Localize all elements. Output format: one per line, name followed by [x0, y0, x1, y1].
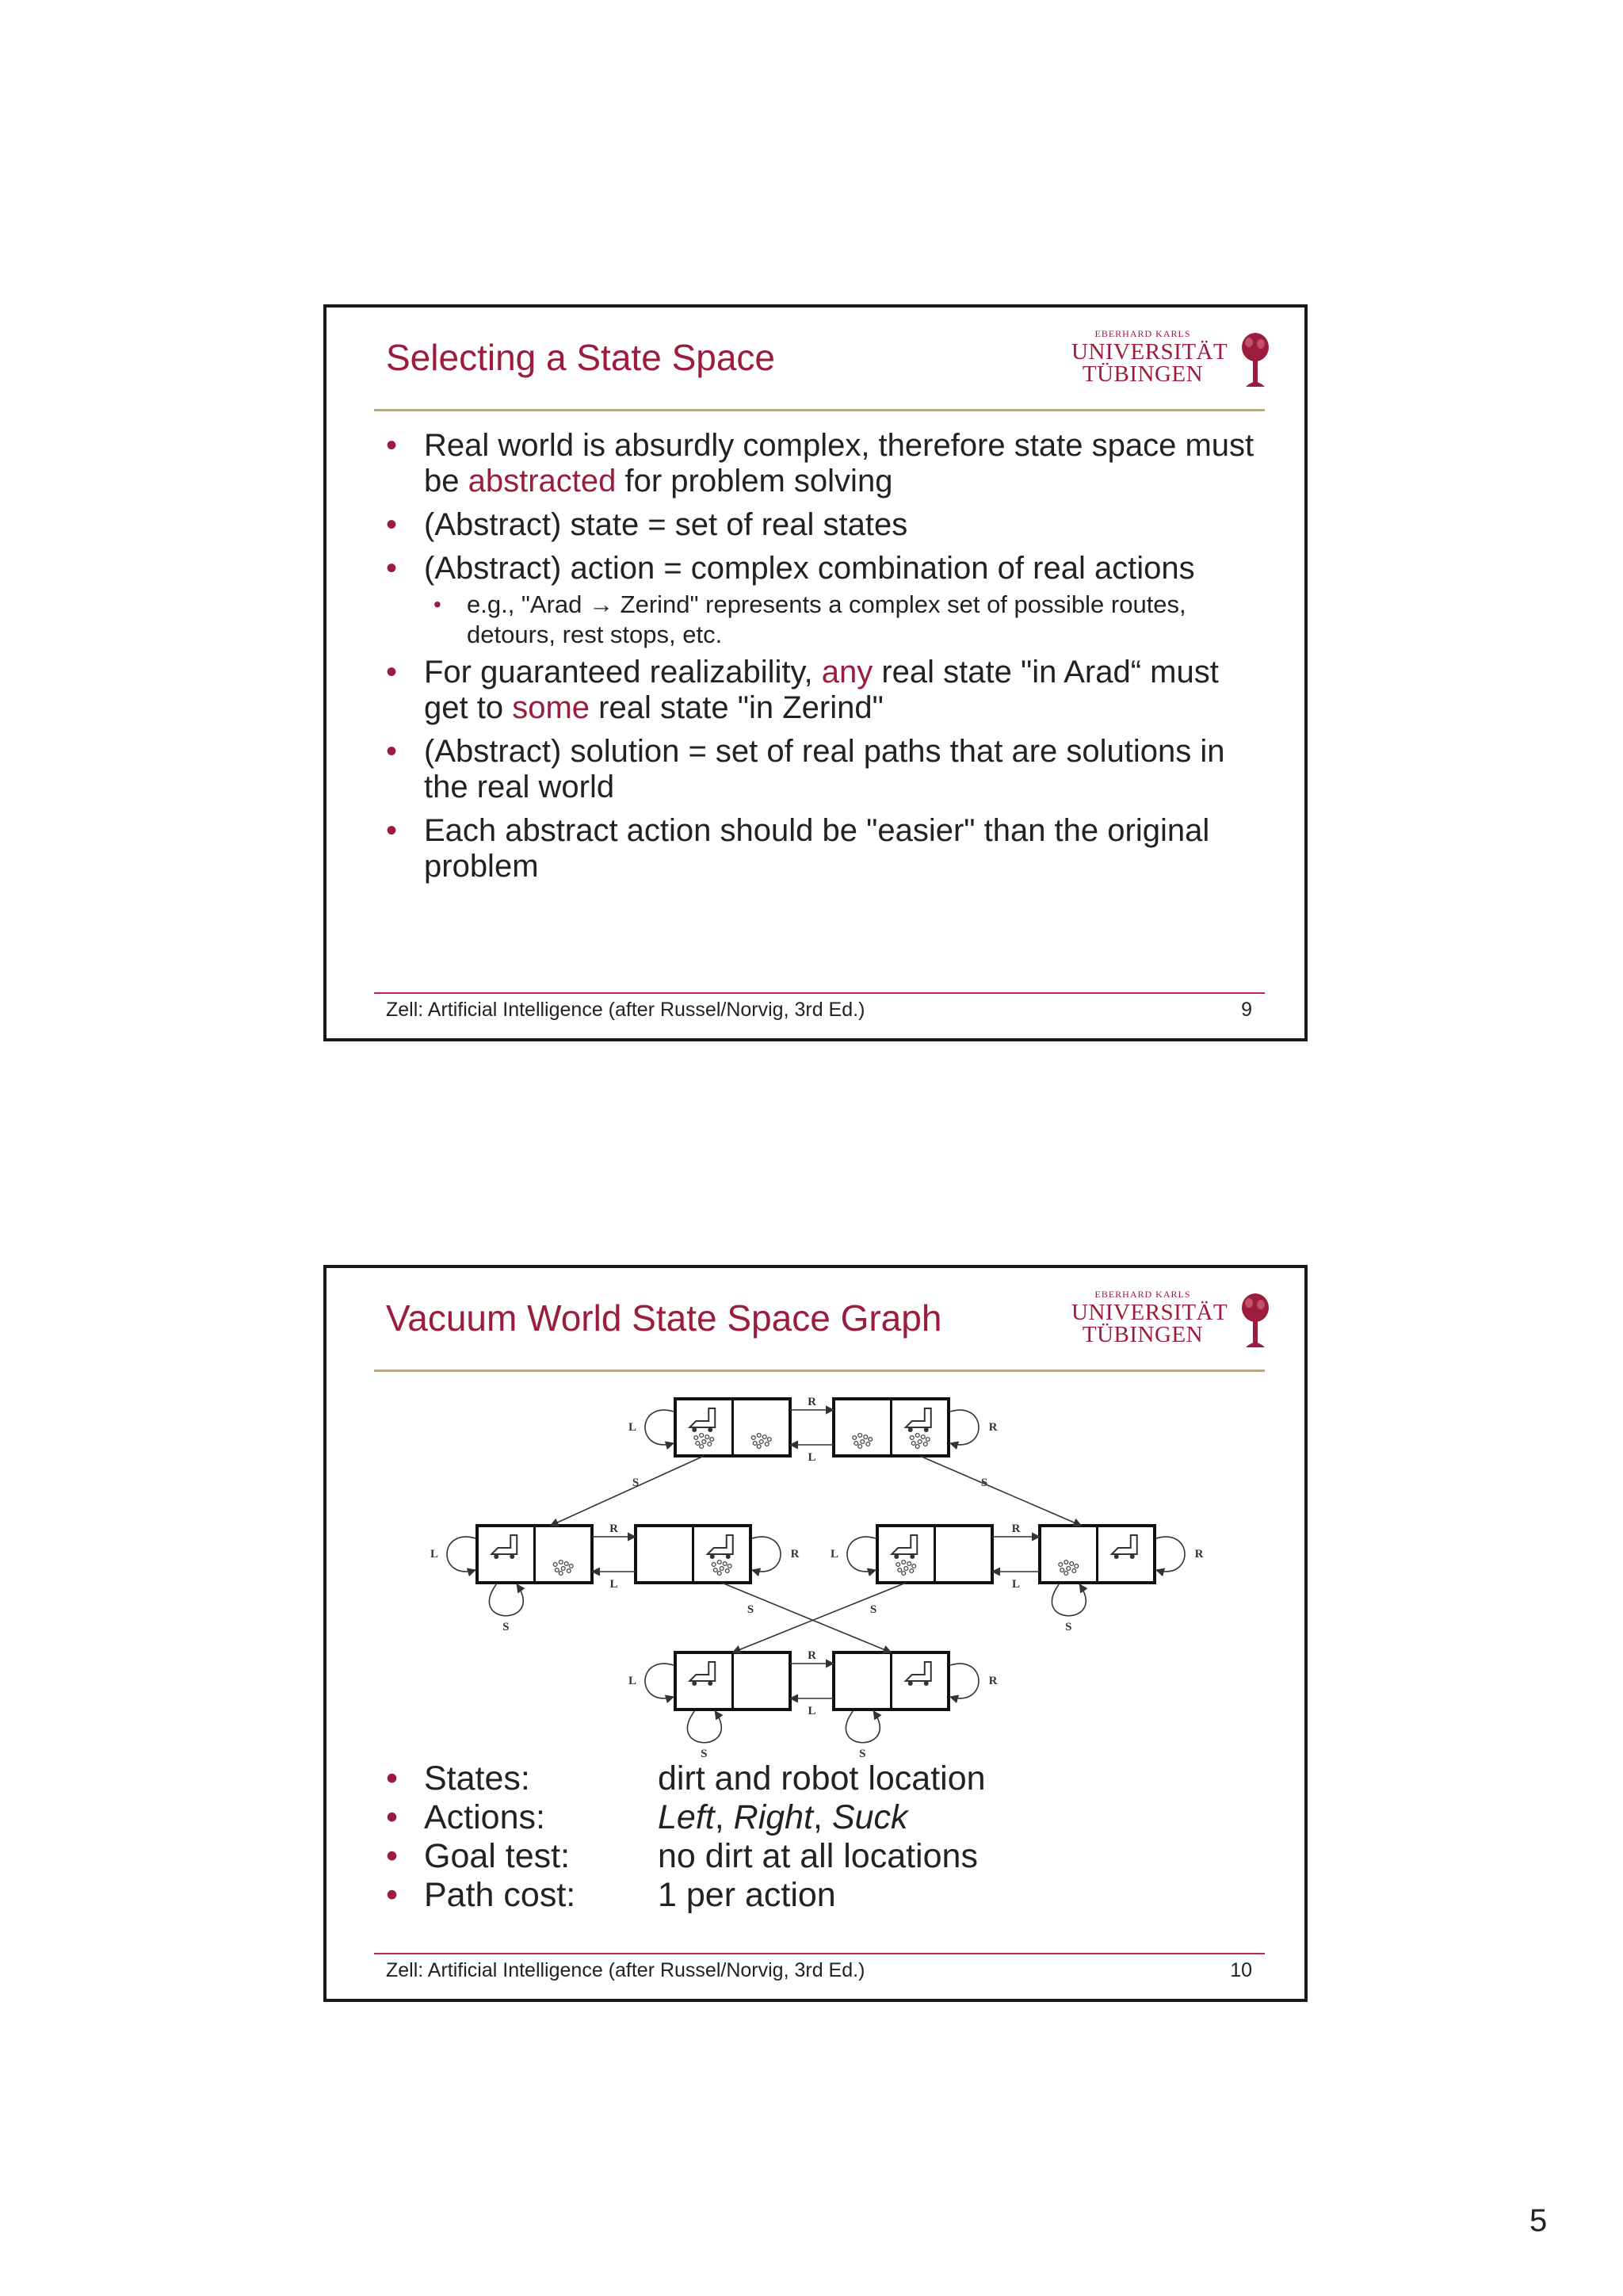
self-loop-arrow: [846, 1711, 880, 1743]
tree-emblem-icon: [1239, 1292, 1271, 1352]
title-divider: [374, 409, 1265, 411]
vacuum-wheel-icon: [894, 1554, 899, 1559]
self-loop-arrow: [645, 1410, 674, 1445]
property-states: • States: dirt and robot location: [386, 1759, 986, 1798]
transition-arrow: [551, 1456, 705, 1526]
bullet-item: • Each abstract action should be "easier" than the original problem: [386, 813, 1266, 884]
bullet-item: • For guaranteed realizability, any real state "in Arad“ must get to some real state "in Zerind": [386, 655, 1266, 726]
action-label: R: [609, 1522, 618, 1535]
bullet-list: [386, 428, 1266, 892]
action-label: L: [609, 1578, 618, 1591]
self-loop-arrow: [489, 1584, 523, 1616]
transition-arrow: [920, 1456, 1082, 1526]
vacuum-wheel-icon: [726, 1554, 731, 1559]
self-loop-arrow: [645, 1664, 674, 1698]
action-label: S: [632, 1477, 640, 1489]
vacuum-wheel-icon: [510, 1554, 514, 1559]
action-label: R: [808, 1649, 816, 1662]
slide-9: [323, 304, 1308, 1041]
action-label: S: [747, 1603, 754, 1616]
self-loop-arrow: [1052, 1584, 1086, 1616]
footer-divider: [374, 1953, 1265, 1954]
vacuum-wheel-icon: [1114, 1554, 1119, 1559]
sub-bullet-item: • e.g., "Arad → Zerind" represents a complex set of possible routes, detours, rest stops, etc.: [386, 590, 1266, 650]
handout-page-number: 5: [1529, 2203, 1548, 2238]
action-label: R: [988, 1421, 998, 1434]
self-loop-arrow: [950, 1664, 979, 1698]
vacuum-wheel-icon: [692, 1681, 697, 1686]
slide-number: 10: [1230, 1959, 1252, 1981]
action-label: L: [628, 1421, 637, 1434]
tree-emblem-icon: [1239, 331, 1271, 392]
vacuum-wheel-icon: [910, 1554, 915, 1559]
self-loop-arrow: [847, 1537, 876, 1572]
property-actions: • Actions: Left, Right, Suck: [386, 1798, 986, 1837]
title-divider: [374, 1370, 1265, 1372]
slide-footer: Zell: Artificial Intelligence (after Russel/Norvig, 3rd Ed.): [386, 1959, 865, 1981]
self-loop-arrow: [687, 1711, 721, 1743]
vacuum-wheel-icon: [1130, 1554, 1135, 1559]
transition-arrow: [733, 1583, 907, 1652]
vacuum-wheel-icon: [494, 1554, 498, 1559]
property-goal-test: • Goal test: no dirt at all locations: [386, 1837, 986, 1876]
action-label: L: [1011, 1578, 1021, 1591]
vacuum-wheel-icon: [908, 1681, 913, 1686]
action-label: R: [808, 1396, 816, 1408]
vacuum-state-graph: [430, 1379, 1204, 1760]
property-path-cost: • Path cost: 1 per action: [386, 1876, 986, 1915]
action-label: L: [808, 1451, 816, 1464]
slide-title: Vacuum World State Space Graph: [386, 1297, 942, 1339]
action-label: L: [808, 1705, 816, 1717]
slide-footer: Zell: Artificial Intelligence (after Russel/Norvig, 3rd Ed.): [386, 999, 865, 1021]
university-logo: EBERHARD KARLS UNIVERSITÄT TÜBINGEN: [1071, 328, 1279, 392]
bullet-item: • (Abstract) solution = set of real paths that are solutions in the real world: [386, 734, 1266, 805]
action-label: S: [502, 1621, 510, 1633]
action-label: R: [988, 1675, 998, 1687]
action-label: L: [830, 1548, 839, 1561]
self-loop-arrow: [950, 1410, 979, 1445]
vacuum-wheel-icon: [710, 1554, 715, 1559]
bullet-item: • Real world is absurdly complex, therefore state space must be abstracted for problem solving: [386, 428, 1266, 499]
vacuum-wheel-icon: [708, 1427, 712, 1432]
slide-10: [323, 1265, 1308, 2002]
action-label: S: [701, 1748, 708, 1760]
footer-divider: [374, 992, 1265, 994]
problem-properties: [386, 1759, 986, 1915]
transition-arrow: [722, 1583, 892, 1652]
self-loop-arrow: [1156, 1537, 1185, 1572]
action-label: S: [869, 1603, 877, 1616]
bullet-item: • (Abstract) state = set of real states: [386, 507, 1266, 543]
self-loop-arrow: [447, 1537, 475, 1572]
self-loop-arrow: [752, 1537, 781, 1572]
vacuum-wheel-icon: [924, 1681, 929, 1686]
action-label: S: [980, 1477, 988, 1489]
action-label: L: [430, 1548, 439, 1561]
action-label: R: [1194, 1548, 1204, 1561]
action-label: L: [628, 1675, 637, 1687]
bullet-item: • (Abstract) action = complex combination of real actions: [386, 551, 1266, 586]
vacuum-wheel-icon: [908, 1427, 913, 1432]
vacuum-wheel-icon: [692, 1427, 697, 1432]
action-label: S: [859, 1748, 866, 1760]
vacuum-wheel-icon: [924, 1427, 929, 1432]
vacuum-wheel-icon: [708, 1681, 712, 1686]
slide-title: Selecting a State Space: [386, 337, 775, 378]
action-label: R: [790, 1548, 800, 1561]
slide-number: 9: [1241, 999, 1252, 1021]
university-logo: EBERHARD KARLS UNIVERSITÄT TÜBINGEN: [1071, 1289, 1279, 1352]
action-label: R: [1011, 1522, 1021, 1535]
action-label: S: [1065, 1621, 1072, 1633]
